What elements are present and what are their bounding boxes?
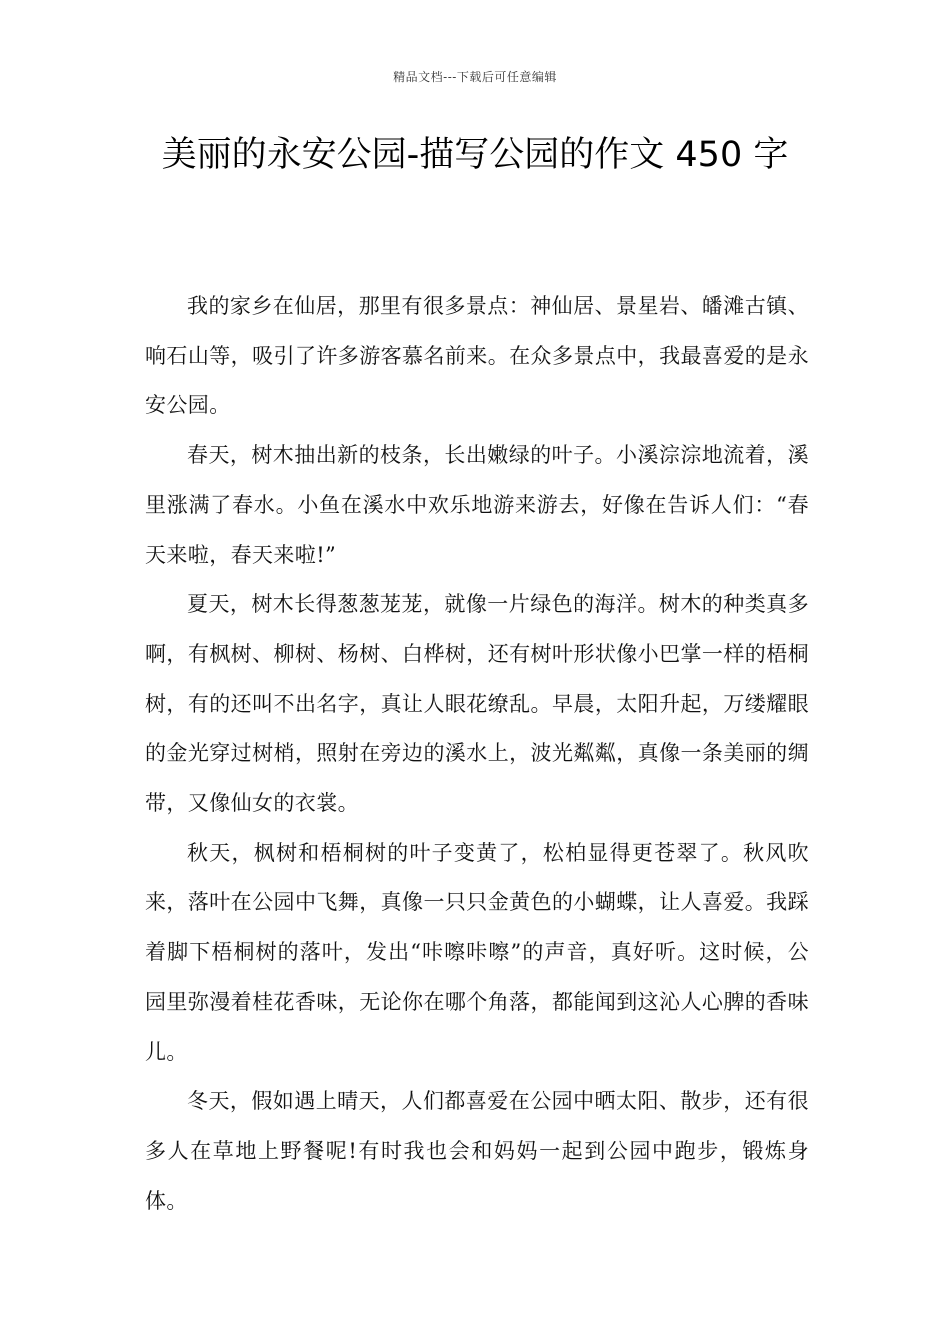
- header-note: 精品文档---下载后可任意编辑: [393, 70, 557, 84]
- paragraph-intro: 我的家乡在仙居，那里有很多景点：神仙居、景星岩、皤滩古镇、响石山等，吸引了许多游客慕名前来。在众多景点中，我最喜爱的是永安公园。: [145, 294, 809, 418]
- document-body: [145, 282, 809, 1226]
- paragraph-autumn: 秋天，枫树和梧桐树的叶子变黄了，松柏显得更苍翠了。秋风吹来，落叶在公园中飞舞，真像一只只金黄色的小蝴蝶，让人喜爱。我踩着脚下梧桐树的落叶，发出“咔嚓咔嚓”的声音，真好听。这时候，公园里弥漫着桂花香味，无论你在哪个角落，都能闻到这沁人心脾的香味儿。: [145, 840, 809, 1064]
- paragraph-spring: 春天，树木抽出新的枝条，长出嫩绿的叶子。小溪淙淙地流着，溪里涨满了春水。小鱼在溪水中欢乐地游来游去，好像在告诉人们：“春天来啦，春天来啦!”: [145, 443, 809, 567]
- paragraph-winter: 冬天，假如遇上晴天，人们都喜爱在公园中晒太阳、散步，还有很多人在草地上野餐呢!有时我也会和妈妈一起到公园中跑步，锻炼身体。: [145, 1089, 809, 1213]
- paragraph-summer: 夏天，树木长得葱葱茏茏，就像一片绿色的海洋。树木的种类真多啊，有枫树、柳树、杨树、白桦树，还有树叶形状像小巴掌一样的梧桐树，有的还叫不出名字，真让人眼花缭乱。早晨，太阳升起，万缕耀眼的金光穿过树梢，照射在旁边的溪水上，波光粼粼，真像一条美丽的绸带，又像仙女的衣裳。: [145, 592, 809, 816]
- document-title: 美丽的永安公园-描写公园的作文 450 字: [161, 135, 789, 175]
